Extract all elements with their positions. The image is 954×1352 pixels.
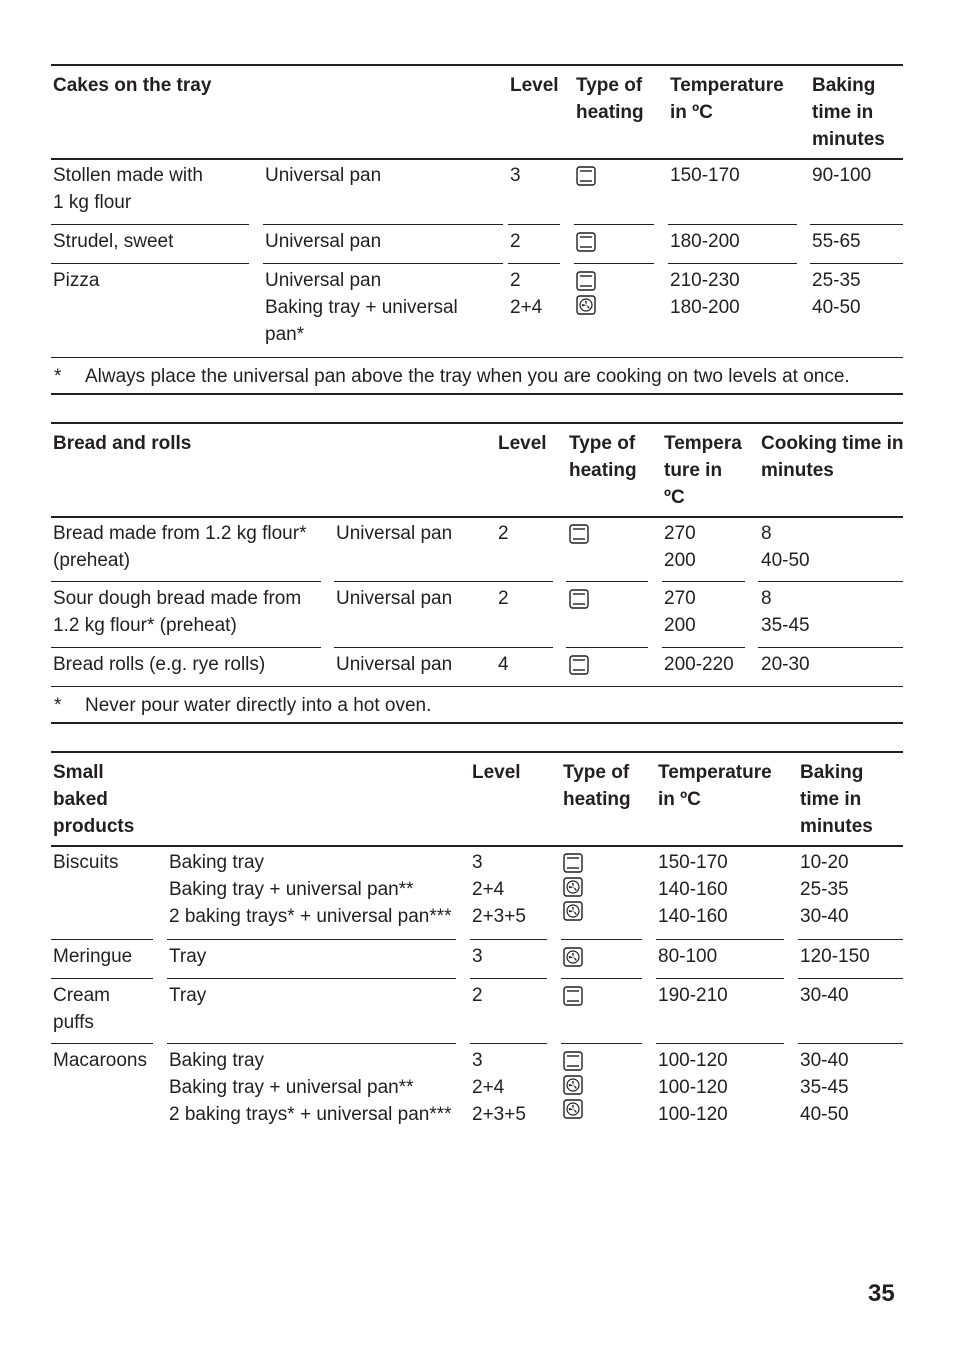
- cell-time: [800, 982, 849, 1009]
- cell-item: [53, 943, 132, 970]
- cell-text: 2+3+5: [472, 1104, 526, 1125]
- hot-air-fan-icon: [563, 947, 583, 967]
- cell-time: [800, 849, 849, 930]
- cell-text: 180-200: [670, 231, 740, 252]
- row-rule: [51, 647, 321, 648]
- cell-text: Baking tray: [169, 852, 265, 873]
- cell-item: [53, 520, 306, 574]
- row-rule: [758, 647, 903, 648]
- cell-text: 10-20: [800, 852, 849, 873]
- top-bottom-heating-icon: [563, 986, 583, 1006]
- header-text: heating: [563, 789, 631, 810]
- cell-text: 40-50: [812, 297, 861, 318]
- cell-accessory: [169, 982, 206, 1009]
- cell-text: Universal pan: [336, 588, 453, 609]
- header-cell: [812, 72, 885, 153]
- cell-heating: [576, 162, 596, 189]
- cell-heating: [569, 651, 589, 678]
- row-rule: [656, 978, 784, 979]
- header-text: baked: [53, 789, 108, 810]
- header-cell: [53, 759, 134, 840]
- cell-text: 100-120: [658, 1050, 728, 1071]
- cell-text: 20-30: [761, 654, 810, 675]
- table-bottom-rule: [51, 393, 903, 395]
- cell-temp: [658, 943, 717, 970]
- cell-text: Baking tray + universal: [265, 297, 458, 318]
- cell-text: 30-40: [800, 906, 849, 927]
- row-rule: [574, 263, 654, 264]
- header-text: Level: [510, 75, 559, 96]
- cell-item: [53, 651, 265, 678]
- header-text: minutes: [761, 460, 834, 481]
- header-text: time in: [812, 102, 874, 123]
- cell-heating: [576, 228, 596, 255]
- header-text: Baking: [812, 75, 876, 96]
- row-rule: [508, 224, 560, 225]
- cell-text: 1.2 kg flour* (preheat): [53, 615, 237, 636]
- cell-text: Biscuits: [53, 852, 119, 873]
- row-rule: [810, 263, 903, 264]
- cell-text: 2+3+5: [472, 906, 526, 927]
- cell-item: [53, 267, 99, 294]
- row-rule: [263, 263, 503, 264]
- row-rule: [481, 647, 553, 648]
- cell-text: 40-50: [800, 1104, 849, 1125]
- cell-time: [761, 520, 810, 574]
- row-rule: [470, 1043, 547, 1044]
- cell-text: Universal pan: [265, 231, 382, 252]
- cell-heating: [563, 849, 583, 924]
- top-bottom-heating-icon: [563, 853, 583, 873]
- header-cell: [510, 72, 559, 99]
- page-number: 35: [868, 1280, 895, 1307]
- top-bottom-heating-icon: [576, 166, 596, 186]
- cell-text: 2: [510, 270, 521, 291]
- cell-item: [53, 162, 203, 216]
- cell-time: [761, 651, 810, 678]
- cell-text: 3: [472, 852, 483, 873]
- cell-text: 2: [498, 523, 509, 544]
- header-cell: [658, 759, 772, 813]
- cell-accessory: [169, 943, 206, 970]
- cell-text: Baking tray + universal pan**: [169, 879, 414, 900]
- cell-text: Bread made from 1.2 kg flour*: [53, 523, 307, 544]
- row-rule: [574, 224, 654, 225]
- footnote-text: Never pour water directly into a hot oven.: [85, 695, 432, 716]
- cell-text: 2 baking trays* + universal pan***: [169, 1104, 452, 1125]
- top-bottom-heating-icon: [576, 232, 596, 252]
- row-rule: [167, 939, 456, 940]
- cell-text: Universal pan: [265, 165, 382, 186]
- cell-text: 140-160: [658, 879, 728, 900]
- row-rule: [656, 1043, 784, 1044]
- header-text: heating: [569, 460, 637, 481]
- row-rule: [470, 978, 547, 979]
- cell-text: Tray: [169, 946, 207, 967]
- cell-text: 1 kg flour: [53, 192, 132, 213]
- row-rule: [51, 263, 249, 264]
- header-text: minutes: [800, 816, 873, 837]
- header-cell: [563, 759, 631, 813]
- row-rule: [263, 224, 503, 225]
- cell-text: 55-65: [812, 231, 861, 252]
- header-cell: [498, 430, 547, 457]
- cell-text: 3: [472, 946, 483, 967]
- cell-text: 25-35: [800, 879, 849, 900]
- header-text: Cooking time in: [761, 433, 904, 454]
- cell-temp: [658, 849, 728, 930]
- row-rule: [561, 1043, 642, 1044]
- cell-time: [812, 228, 861, 255]
- last-row-rule: [51, 357, 903, 358]
- cell-level: [510, 162, 521, 189]
- cell-text: Macaroons: [53, 1050, 147, 1071]
- cell-temp: [664, 520, 696, 574]
- header-rule: [51, 516, 903, 518]
- row-rule: [51, 224, 249, 225]
- cell-time: [800, 943, 870, 970]
- cell-text: 100-120: [658, 1104, 728, 1125]
- row-rule: [167, 978, 456, 979]
- header-text: Baking: [800, 762, 864, 783]
- header-text: in ºC: [658, 789, 701, 810]
- row-rule: [470, 939, 547, 940]
- row-rule: [508, 263, 560, 264]
- cell-text: 3: [472, 1050, 483, 1071]
- header-text: Cakes on the tray: [53, 75, 212, 96]
- cell-text: 3: [510, 165, 521, 186]
- row-rule: [167, 1043, 456, 1044]
- cell-temp: [658, 1047, 728, 1128]
- last-row-rule: [51, 686, 903, 687]
- cell-text: 2+4: [472, 1077, 505, 1098]
- cell-text: Cream: [53, 985, 111, 1006]
- header-text: Temperature: [670, 75, 784, 96]
- row-rule: [566, 581, 648, 582]
- cell-text: 190-210: [658, 985, 728, 1006]
- row-rule: [798, 939, 903, 940]
- cell-accessory: [265, 228, 381, 255]
- header-text: Temperature: [658, 762, 772, 783]
- cell-text: 2: [498, 588, 509, 609]
- cell-text: 270: [664, 523, 696, 544]
- header-text: Bread and rolls: [53, 433, 192, 454]
- header-cell: [761, 430, 904, 484]
- row-rule: [668, 263, 797, 264]
- table-bottom-rule: [51, 722, 903, 724]
- cell-text: 80-100: [658, 946, 718, 967]
- cell-text: Sour dough bread made from: [53, 588, 302, 609]
- header-cell: [800, 759, 873, 840]
- cell-temp: [670, 228, 740, 255]
- header-text: Level: [472, 762, 521, 783]
- header-text: Tempera: [664, 433, 742, 454]
- cell-text: puffs: [53, 1012, 94, 1033]
- header-cell: [664, 430, 742, 511]
- cell-text: Tray: [169, 985, 207, 1006]
- cell-text: 30-40: [800, 985, 849, 1006]
- header-text: Type of: [569, 433, 636, 454]
- cell-heating: [563, 982, 583, 1009]
- cell-text: 140-160: [658, 906, 728, 927]
- cell-text: 25-35: [812, 270, 861, 291]
- hot-air-fan-icon: [563, 877, 583, 897]
- cell-text: Strudel, sweet: [53, 231, 174, 252]
- cell-text: 30-40: [800, 1050, 849, 1071]
- cell-text: Universal pan: [336, 654, 453, 675]
- cell-time: [761, 585, 810, 639]
- hot-air-fan-icon: [563, 1099, 583, 1119]
- header-cell: [53, 430, 191, 457]
- row-rule: [334, 647, 481, 648]
- cell-text: Baking tray: [169, 1050, 265, 1071]
- header-text: heating: [576, 102, 644, 123]
- header-text: Type of: [563, 762, 630, 783]
- footnote-mark: *: [54, 695, 62, 716]
- header-cell: [472, 759, 521, 786]
- cell-text: 100-120: [658, 1077, 728, 1098]
- cell-text: 200: [664, 550, 696, 571]
- cell-text: 210-230: [670, 270, 740, 291]
- cell-text: Universal pan: [336, 523, 453, 544]
- cell-temp: [670, 267, 740, 321]
- header-text: minutes: [812, 129, 885, 150]
- row-rule: [758, 581, 903, 582]
- cell-text: 2 baking trays* + universal pan***: [169, 906, 452, 927]
- cell-item: [53, 228, 173, 255]
- row-rule: [561, 939, 642, 940]
- cell-time: [812, 267, 861, 321]
- cell-item: [53, 585, 301, 639]
- row-rule: [51, 581, 321, 582]
- cell-text: 4: [498, 654, 509, 675]
- cell-item: [53, 982, 110, 1036]
- cell-text: 270: [664, 588, 696, 609]
- cell-text: 150-170: [658, 852, 728, 873]
- row-rule: [51, 939, 153, 940]
- cell-text: Baking tray + universal pan**: [169, 1077, 414, 1098]
- header-text: products: [53, 816, 135, 837]
- row-rule: [51, 978, 153, 979]
- cell-accessory: [265, 267, 458, 348]
- header-rule: [51, 845, 903, 847]
- header-cell: [53, 72, 211, 99]
- cell-temp: [670, 162, 740, 189]
- cell-temp: [664, 585, 696, 639]
- cell-temp: [658, 982, 728, 1009]
- cell-level: [472, 982, 483, 1009]
- row-rule: [566, 647, 648, 648]
- cell-text: 2+4: [510, 297, 543, 318]
- cell-text: (preheat): [53, 550, 131, 571]
- footnote-text: Always place the universal pan above the tray when you are cooking on two levels at once.: [85, 366, 850, 387]
- cell-heating: [563, 1047, 583, 1122]
- top-bottom-heating-icon: [576, 271, 596, 291]
- row-rule: [662, 647, 745, 648]
- cell-level: [498, 585, 509, 612]
- header-rule: [51, 158, 903, 160]
- cell-heating: [569, 585, 589, 612]
- cell-text: 8: [761, 588, 772, 609]
- cell-text: 2: [510, 231, 521, 252]
- cell-time: [812, 162, 871, 189]
- header-text: Small: [53, 762, 104, 783]
- row-rule: [481, 581, 553, 582]
- header-text: ture in: [664, 460, 723, 481]
- hot-air-fan-icon: [563, 1075, 583, 1095]
- cell-text: 2: [472, 985, 483, 1006]
- cell-text: Universal pan: [265, 270, 382, 291]
- cell-item: [53, 849, 118, 876]
- row-rule: [662, 581, 745, 582]
- row-rule: [656, 939, 784, 940]
- cell-level: [510, 267, 542, 321]
- cell-text: 200-220: [664, 654, 734, 675]
- cell-text: 35-45: [761, 615, 810, 636]
- cell-text: 180-200: [670, 297, 740, 318]
- cell-accessory: [169, 849, 452, 930]
- header-text: in ºC: [670, 102, 713, 123]
- row-rule: [668, 224, 797, 225]
- cell-text: 90-100: [812, 165, 872, 186]
- cell-text: 8: [761, 523, 772, 544]
- cell-level: [472, 943, 483, 970]
- top-bottom-heating-icon: [569, 655, 589, 675]
- top-bottom-heating-icon: [569, 589, 589, 609]
- cell-text: pan*: [265, 324, 305, 345]
- cell-level: [472, 1047, 526, 1128]
- cell-level: [510, 228, 521, 255]
- cell-text: 2+4: [472, 879, 505, 900]
- header-text: time in: [800, 789, 862, 810]
- cell-heating: [569, 520, 589, 547]
- cell-text: Stollen made with: [53, 165, 203, 186]
- cell-accessory: [336, 585, 452, 612]
- table-top-rule: [51, 64, 903, 66]
- cell-text: Pizza: [53, 270, 100, 291]
- row-rule: [51, 1043, 153, 1044]
- cell-accessory: [336, 520, 452, 547]
- cell-accessory: [169, 1047, 452, 1128]
- header-cell: [576, 72, 644, 126]
- cell-heating: [576, 267, 596, 318]
- header-text: ºC: [664, 487, 685, 508]
- cell-time: [800, 1047, 849, 1128]
- header-cell: [569, 430, 637, 484]
- footnote-mark: *: [54, 366, 62, 387]
- top-bottom-heating-icon: [563, 1051, 583, 1071]
- row-rule: [810, 224, 903, 225]
- row-rule: [798, 1043, 903, 1044]
- cell-text: Bread rolls (e.g. rye rolls): [53, 654, 266, 675]
- cell-level: [498, 651, 509, 678]
- row-rule: [561, 978, 642, 979]
- cell-level: [498, 520, 509, 547]
- top-bottom-heating-icon: [569, 524, 589, 544]
- table-top-rule: [51, 751, 903, 753]
- cell-text: Meringue: [53, 946, 133, 967]
- cell-level: [472, 849, 526, 930]
- cell-text: 40-50: [761, 550, 810, 571]
- header-text: Type of: [576, 75, 643, 96]
- header-cell: [670, 72, 784, 126]
- hot-air-fan-icon: [576, 295, 596, 315]
- hot-air-fan-icon: [563, 901, 583, 921]
- cell-text: 35-45: [800, 1077, 849, 1098]
- cell-temp: [664, 651, 734, 678]
- cell-text: 120-150: [800, 946, 870, 967]
- cell-text: 150-170: [670, 165, 740, 186]
- row-rule: [334, 581, 481, 582]
- cell-item: [53, 1047, 147, 1074]
- cell-accessory: [265, 162, 381, 189]
- cell-text: 200: [664, 615, 696, 636]
- cell-accessory: [336, 651, 452, 678]
- table-top-rule: [51, 422, 903, 424]
- row-rule: [798, 978, 903, 979]
- header-text: Level: [498, 433, 547, 454]
- cell-heating: [563, 943, 583, 970]
